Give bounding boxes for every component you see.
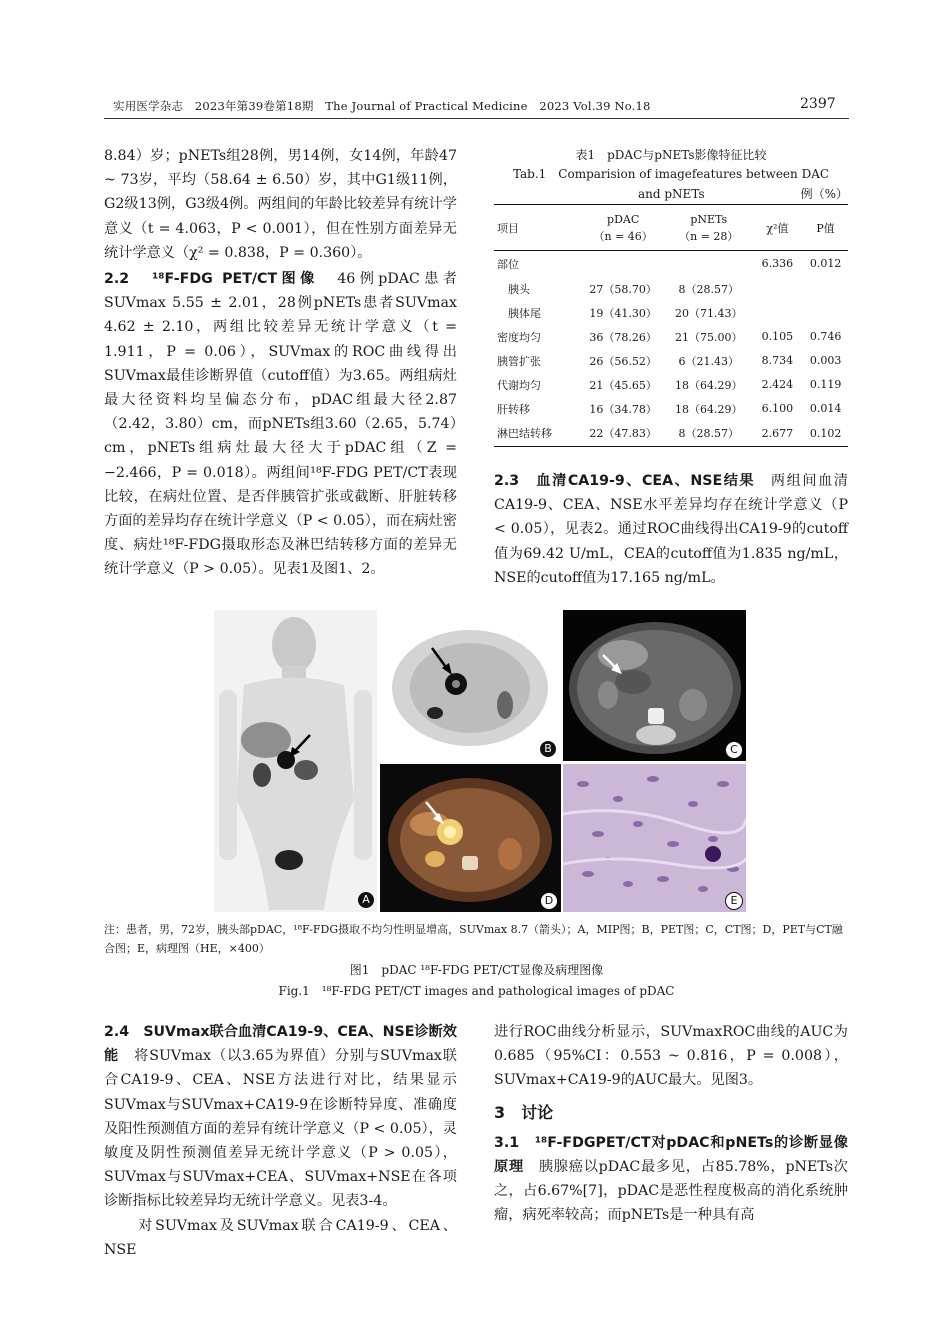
cell [752, 277, 804, 301]
cell: 26（56.52） [589, 354, 657, 368]
section-2-2-body: 46例pDAC患者SUVmax 5.55 ± 2.01，28例pNETs患者SUVmax 4.62 ± 2.10，两组比较差异无统计学意义（t = 1.911，P = 0.06），SUVmax的ROC曲线得出SUVmax最佳诊断界值（cutoff值）为3.65。两组病灶最大径资料均呈偏态分布，pDAC组最大径2.87（2.42，3.80）cm，而pNETs组3.60（2.65，5.74）cm，pNETs组病灶最大径大于pDAC组（Z = −2.466，P = 0.018）。两组间¹⁸F-FDG PET/CT表现比较，在病灶位置、是否伴胰管扩张或截断、肝脏转移方面的差异均存在统计学意义（P < 0.05），而在病灶密度、病灶¹⁸F-FDG摄取形态及淋巴结转移方面的差异无统计学意义（P > 0.05）。见表1及图1、2。 [104, 271, 457, 578]
table-1-title-en-cont: and pNETs [638, 187, 705, 201]
cell: 0.012 [809, 257, 842, 271]
cell: 代谢均匀 [497, 378, 541, 392]
label-b: B [540, 741, 556, 757]
image-a-mip [214, 610, 377, 912]
table-1 [494, 146, 848, 447]
table-1-title-row [494, 184, 848, 204]
table-1-unit: 例（%） [800, 187, 848, 201]
section-2-3-heading: 2.3 血清CA19-9、CEA、NSE结果 [494, 473, 756, 489]
cell [803, 301, 848, 325]
table-row [494, 325, 848, 349]
figure-caption-cn: 图1 pDAC ¹⁸F-FDG PET/CT显像及病理图像 [349, 963, 604, 977]
cell: 2.677 [761, 426, 794, 440]
label-d: D [540, 892, 558, 910]
th-item: 项目 [497, 221, 519, 235]
cell: 0.102 [809, 426, 842, 440]
cell [666, 251, 752, 277]
cell: 0.119 [809, 378, 842, 391]
cell: 胰头 [497, 282, 530, 296]
table-row [494, 421, 848, 447]
cell: 19（41.30） [589, 306, 657, 320]
figure-note: 注：患者，男，72岁，胰头部pDAC，¹⁸F-FDG摄取不均匀性明显增高，SUVmax 8.7（箭头）；A，MIP图；B，PET图；C，CT图；D，PET与CT融合图；E，病理图（HE，×400） [104, 923, 843, 955]
image-e-pathology [563, 764, 746, 912]
label-e: E [725, 892, 743, 910]
label-c: C [725, 741, 743, 759]
table-1-title-en: Tab.1 Comparision of imagefeatures between DAC [512, 167, 830, 181]
cell: 6（21.43） [678, 354, 739, 368]
cell: 部位 [497, 257, 519, 271]
page-number: 2397 [800, 96, 836, 112]
cell [752, 301, 804, 325]
cell [803, 277, 848, 301]
label-a: A [358, 892, 374, 908]
paragraph-demographics: 8.84）岁；pNETs组28例，男14例，女14例，年龄47 ~ 73岁，平均（58.64 ± 6.50）岁，其中G1级11例，G2级13例，G3级4例。两组间的年龄比较差异有统计学意义（t = 4.063，P < 0.001），但在性别方面差异无统计学意义（χ² = 0.838，P = 0.360）。 [104, 148, 457, 261]
image-c-ct [563, 610, 746, 761]
running-header: 实用医学杂志 2023年第39卷第18期 The Journal of Practical Medicine 2023 Vol.39 No.18 [113, 99, 651, 113]
table-row [494, 397, 848, 421]
section-2-3 [494, 469, 848, 590]
cell: 胰管扩张 [497, 354, 541, 368]
section-3-heading: 3 讨论 [494, 1102, 554, 1122]
table-1-header-row [494, 205, 848, 251]
paragraph-roc-intro: 对SUVmax及SUVmax联合CA19-9、CEA、NSE [104, 1217, 457, 1258]
table-row [494, 373, 848, 397]
th-p: P值 [816, 221, 835, 235]
cell: 22（47.83） [589, 427, 657, 441]
cell: 6.100 [761, 402, 794, 415]
cell: 8（28.57） [678, 427, 739, 441]
section-3-1-heading: 3.1 ¹⁸F-FDGPET/CT对pDAC和pNETs的诊断显像原理 [494, 1134, 848, 1176]
left-column [104, 144, 457, 582]
cell: 0.105 [761, 330, 794, 343]
cell: 21（75.00） [675, 330, 743, 344]
cell: 20（71.43） [675, 306, 743, 320]
figure-caption-en: Fig.1 ¹⁸F-FDG PET/CT images and pathological images of pDAC [278, 984, 675, 998]
th-pdac: pDAC （n = 46） [593, 212, 653, 243]
section-2-2-heading: 2.2 ¹⁸F-FDG PET/CT图像 [104, 271, 319, 288]
cell: 0.746 [809, 330, 842, 343]
cell: 肝转移 [497, 402, 530, 416]
table-1-grid [494, 204, 848, 447]
th-chi: χ²值 [766, 221, 789, 235]
section-2-4-heading: 2.4 SUVmax联合血清CA19-9、CEA、NSE诊断效能 [104, 1024, 457, 1065]
cell: 8（28.57） [678, 282, 739, 296]
cell: 0.014 [809, 402, 842, 415]
cell: 8.734 [761, 354, 794, 367]
image-d-fusion [380, 764, 561, 912]
cell: 密度均匀 [497, 330, 541, 344]
cell: 16（34.78） [589, 402, 657, 416]
section-3-1-body: 胰腺癌以pDAC最多见，占85.78%，pNETs次之，占6.67%[7]，pDAC是恶性程度极高的消化系统肿瘤，病死率较高；而pNETs是一种具有高 [494, 1159, 848, 1224]
cell: 6.336 [761, 257, 794, 271]
bottom-right-column [494, 1020, 848, 1228]
cell: 2.424 [761, 378, 794, 391]
cell: 27（58.70） [589, 282, 657, 296]
header-rule [104, 118, 849, 119]
image-b-pet [380, 610, 561, 761]
table-row [494, 301, 848, 325]
cell: 36（78.26） [589, 330, 657, 344]
table-row [494, 349, 848, 373]
section-2-4-body: 将SUVmax（以3.65为界值）分别与SUVmax联合CA19-9、CEA、NSE方法进行对比，结果显示SUVmax与SUVmax+CA19-9在诊断特异度、准确度及阳性预测值方面的差异有统计学意义（P < 0.05），灵敏度及阴性预测值差异无统计学意义（P > 0.05），SUVmax与SUVmax+CEA、SUVmax+NSE在各项诊断指标比较差异均无统计学意义。见表3-4。 [104, 1048, 457, 1210]
section-2-2 [104, 267, 457, 582]
paragraph-roc-result: 进行ROC曲线分析显示，SUVmaxROC曲线的AUC为0.685（95%CI：0.553 ~ 0.816，P = 0.008），SUVmax+CA19-9的AUC最大。见图3。 [494, 1024, 848, 1089]
table-1-title-cn: 表1 pDAC与pNETs影像特征比较 [575, 148, 767, 162]
section-2-3-body: 两组间血清CA19-9、CEA、NSE水平差异均存在统计学意义（P < 0.05），见表2。通过ROC曲线得出CA19-9的cutoff值为69.42 U/mL，CEA的cutoff值为1.835 ng/mL，NSE的cutoff值为17.165 ng/mL。 [494, 473, 848, 586]
cell: 0.003 [809, 354, 842, 367]
cell: 18（64.29） [675, 402, 743, 416]
cell: 21（45.65） [589, 378, 657, 392]
cell: 淋巴结转移 [497, 427, 552, 441]
table-row [494, 251, 848, 277]
cell: 胰体尾 [497, 306, 541, 320]
bottom-left-column [104, 1020, 457, 1262]
cell: 18（64.29） [675, 378, 743, 392]
table-row [494, 277, 848, 301]
cell [580, 251, 666, 277]
th-pnets: pNETs （n = 28） [679, 212, 739, 243]
